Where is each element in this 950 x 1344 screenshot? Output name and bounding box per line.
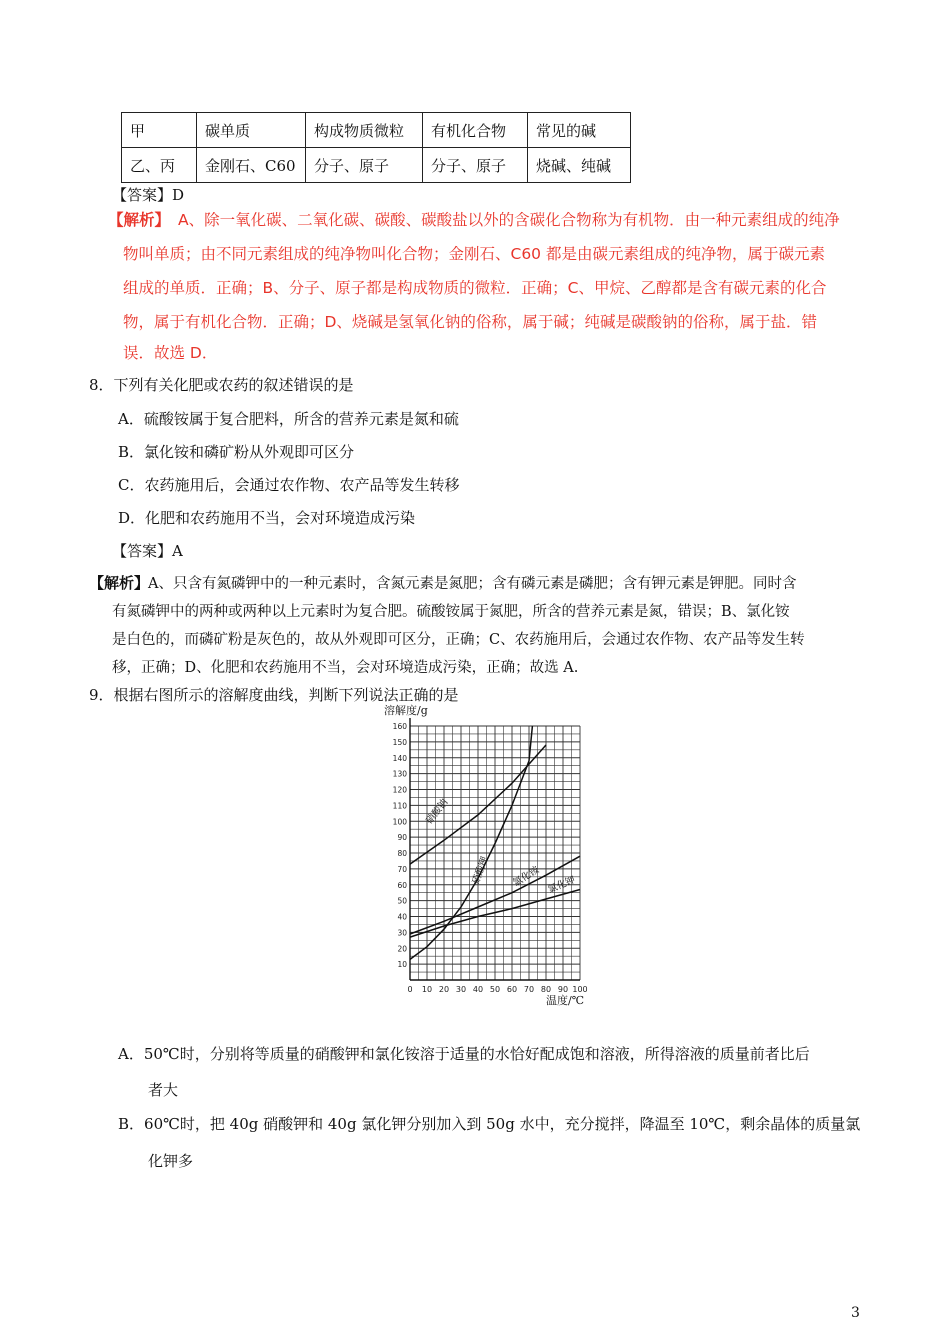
table-cell: 碳单质	[197, 113, 306, 148]
page-number: 3	[851, 1305, 860, 1321]
series-label: 氯化钾	[546, 874, 577, 896]
y-axis-label: 溶解度/g	[384, 704, 428, 717]
solubility-chart	[378, 702, 608, 1014]
q9-option-b-line1: B．60℃时，把 40g 硝酸钾和 40g 氯化钾分别加入到 50g 水中，充分搅拌，降温至 10℃，剩余晶体的质量氯	[118, 1115, 861, 1133]
x-tick-label: 70	[523, 985, 535, 994]
solubility-chart-svg	[378, 702, 608, 1014]
y-tick-label: 30	[397, 928, 407, 938]
q7-analysis-line: 组成的单质．正确；B、分子、原子都是构成物质的微粒．正确；C、甲烷、乙醇都是含有碳元素的化合	[123, 279, 827, 297]
y-tick-label: 70	[397, 864, 407, 874]
x-tick-label: 50	[489, 985, 501, 994]
x-tick-label: 30	[455, 985, 467, 994]
q8-analysis-line: 有氮磷钾中的两种或两种以上元素时为复合肥。硫酸铵属于氮肥，所含的营养元素是氮，错误；B、氯化铵	[112, 604, 790, 620]
x-tick-label: 100	[572, 985, 588, 994]
table-row	[122, 113, 631, 148]
q7-analysis-line: 物，属于有机化合物．正确；D、烧碱是氢氧化钠的俗称，属于碱；纯碱是碳酸钠的俗称，属于盐．错	[123, 313, 817, 331]
q8-stem: 8．下列有关化肥或农药的叙述错误的是	[89, 376, 354, 394]
y-tick-label: 80	[397, 849, 407, 858]
y-tick-label: 10	[397, 960, 407, 970]
x-axis-label: 温度/℃	[546, 994, 585, 1007]
x-tick-label: 20	[438, 985, 450, 994]
x-tick-label: 80	[540, 985, 552, 994]
y-tick-label: 60	[397, 880, 407, 890]
table-cell: 分子、原子	[423, 148, 528, 183]
series-label: 氯化铵	[511, 864, 542, 889]
table-cell: 有机化合物	[423, 113, 528, 148]
q8-analysis-line: 移，正确；D、化肥和农药施用不当，会对环境造成污染，正确；故选 A.	[112, 660, 579, 676]
q7-analysis-tag: 【解析】	[108, 211, 171, 229]
q8-analysis-tag: 【解析】	[89, 574, 150, 592]
q7-analysis-line: 误．故选 D．	[123, 344, 218, 362]
x-tick-label: 0	[407, 985, 413, 994]
table-cell: 金刚石、C60	[197, 148, 306, 183]
y-tick-label: 120	[392, 785, 407, 795]
q9-stem: 9．根据右图所示的溶解度曲线，判断下列说法正确的是	[89, 686, 459, 704]
table-cell: 常见的碱	[528, 113, 631, 148]
x-tick-label: 40	[472, 985, 484, 994]
q7-analysis-line: A、除一氧化碳、二氧化碳、碳酸、碳酸盐以外的含碳化合物称为有机物．由一种元素组成的纯净	[178, 211, 840, 229]
table-row	[122, 148, 631, 183]
q7-analysis-line: 物叫单质；由不同元素组成的纯净物叫化合物；金刚石、C60 都是由碳元素组成的纯净物，属于碳元素	[123, 245, 825, 263]
x-tick-label: 90	[557, 985, 569, 994]
table-cell: 分子、原子	[306, 148, 423, 183]
classification-table	[121, 112, 631, 183]
q8-option-a: A．硫酸铵属于复合肥料，所含的营养元素是氮和硫	[118, 410, 459, 428]
y-tick-label: 50	[397, 896, 407, 906]
table-cell: 甲	[122, 113, 197, 148]
q8-option-b: B．氯化铵和磷矿粉从外观即可区分	[118, 443, 355, 461]
y-tick-label: 150	[392, 737, 407, 747]
y-tick-label: 160	[392, 722, 407, 731]
q8-analysis-line: A、只含有氮磷钾中的一种元素时，含氮元素是氮肥；含有磷元素是磷肥；含有钾元素是钾肥。同时含	[148, 576, 797, 592]
table-cell: 乙、丙	[122, 148, 197, 183]
y-tick-label: 20	[397, 944, 407, 954]
y-tick-label: 130	[392, 769, 407, 779]
q8-answer: 【答案】A	[112, 542, 183, 560]
q8-analysis-line: 是白色的，而磷矿粉是灰色的，故从外观即可区分，正确；C、农药施用后，会通过农作物、农产品等发生转	[112, 632, 805, 648]
q9-option-a-line2: 者大	[148, 1081, 179, 1099]
table-cell: 构成物质微粒	[306, 113, 423, 148]
q7-answer: 【答案】D	[112, 186, 185, 204]
y-tick-label: 110	[392, 801, 407, 811]
q9-option-a-line1: A．50℃时，分别将等质量的硝酸钾和氯化铵溶于适量的水恰好配成饱和溶液，所得溶液的质量前者比后	[118, 1045, 810, 1063]
x-tick-label: 60	[506, 985, 518, 994]
q8-option-c: C．农药施用后，会通过农作物、农产品等发生转移	[118, 476, 460, 494]
y-tick-label: 90	[397, 833, 407, 843]
q9-option-b-line2: 化钾多	[148, 1152, 194, 1170]
x-tick-label: 10	[421, 985, 433, 994]
series-label: 硝酸钠	[424, 797, 451, 827]
series-label: 硝酸钾	[470, 855, 491, 886]
y-tick-label: 140	[392, 753, 407, 763]
q8-option-d: D．化肥和农药施用不当，会对环境造成污染	[118, 509, 416, 527]
y-tick-label: 40	[397, 912, 407, 922]
table-cell: 烧碱、纯碱	[528, 148, 631, 183]
y-tick-label: 100	[392, 817, 407, 827]
